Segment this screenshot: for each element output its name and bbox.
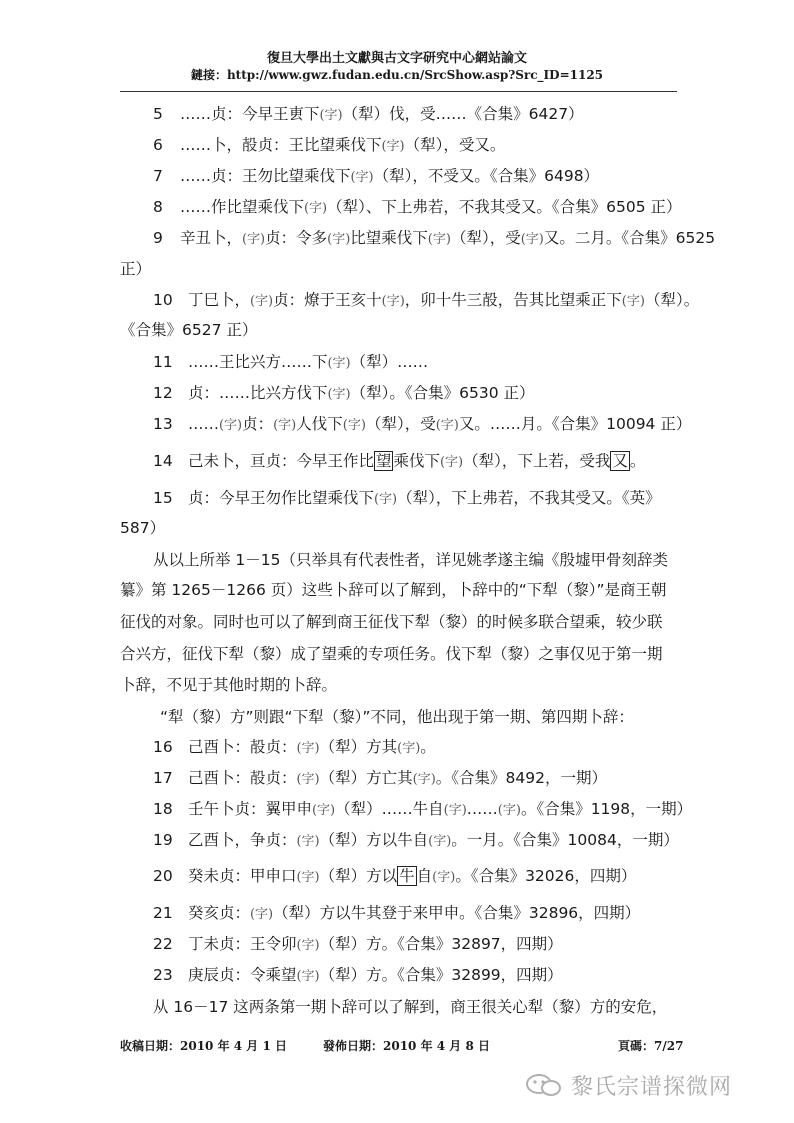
paragraph-line: 征伐的对象。同时也可以了解到商王征伐下犁（黎）的时候多联合望乘，较少联	[120, 613, 663, 631]
entry-text: （犁）方以牛其登于来甲申。《合集》32896，四期）	[273, 904, 641, 922]
oracle-glyph: (字)	[327, 387, 351, 402]
oracle-glyph: (字)	[296, 834, 320, 849]
entry-5	[153, 102, 584, 126]
entry-number: 17	[153, 769, 173, 787]
entry-number: 23	[153, 966, 173, 984]
entry-text: 己未卜，亘贞：今早王作比	[187, 452, 374, 470]
entry-text: ……贞：王勿比望乘伐下	[179, 167, 351, 185]
entry-text: （犁）方以	[319, 867, 398, 885]
entry-text: 又。二月。《合集》6525	[543, 229, 716, 247]
entry-18	[153, 797, 692, 821]
oracle-glyph: (字)	[327, 232, 351, 247]
header-link[interactable]: 鏈接：http://www.gwz.fudan.edu.cn/SrcShow.asp?Src_ID=1125	[190, 68, 604, 82]
oracle-glyph: (字)	[296, 772, 320, 787]
entry-number: 20	[153, 867, 173, 885]
entry-text: （犁）方。《合集》32899，四期）	[319, 966, 563, 984]
oracle-glyph: (字)	[412, 772, 436, 787]
oracle-glyph: (字)	[296, 870, 320, 885]
oracle-glyph: (字)	[427, 232, 451, 247]
entry-number: 7	[153, 167, 163, 185]
entry-text: 辛丑卜，	[179, 229, 242, 247]
entry-text: 自	[416, 867, 433, 885]
paragraph-line: 从以上所举 1－15（只举具有代表性者，详见姚孝遂主编《殷墟甲骨刻辞类	[153, 551, 669, 569]
entry-text: （犁）方亡其	[319, 769, 413, 787]
entry-text: 比望乘伐下	[350, 229, 428, 247]
entry-text: （犁），受又。	[404, 136, 506, 154]
oracle-glyph: (字)	[443, 803, 467, 818]
entry-number: 12	[153, 384, 173, 402]
entry-text: （犁）方。《合集》32897，四期）	[319, 935, 563, 953]
oracle-glyph: (字)	[218, 418, 243, 433]
entry-text: 丁未贞：王令卯	[187, 935, 297, 953]
entry-text: （犁），受	[450, 229, 521, 247]
entry-number: 19	[153, 831, 173, 849]
entry-text: （犁），下上若，受我	[463, 452, 611, 470]
header-divider	[120, 91, 677, 92]
entry-text: （犁），下上弗若，不我其受又。《英》	[397, 489, 661, 507]
entry-number: 8	[153, 198, 163, 216]
entry-text: （犁）……牛自	[335, 800, 444, 818]
entry-text: ……作比望乘伐下	[179, 198, 304, 216]
watermark	[525, 1068, 732, 1102]
paragraph-line: 从 16－17 这两条第一期卜辞可以了解到，商王很关心犁（黎）方的安危，	[153, 998, 668, 1016]
footer-page-number: 頁碼：7/27	[618, 1039, 684, 1053]
oracle-glyph: (字)	[311, 803, 336, 818]
entry-text: ……卜，㱿贞：王比望乘伐下	[179, 136, 382, 154]
entry-10-continued	[120, 318, 257, 342]
oracle-glyph: (字)	[381, 294, 405, 309]
oracle-glyph: (字)	[342, 418, 366, 433]
entry-10	[153, 288, 699, 312]
page-header	[0, 50, 794, 83]
entry-text: 乘伐下	[393, 452, 440, 470]
oracle-glyph: (字)	[241, 232, 266, 247]
entry-number: 13	[153, 415, 173, 433]
entry-7	[153, 164, 599, 188]
oracle-glyph: (字)	[373, 492, 398, 507]
oracle-glyph: (字)	[381, 139, 405, 154]
entry-number: 22	[153, 935, 173, 953]
entry-text: ……	[466, 800, 498, 818]
oracle-glyph: (字)	[319, 108, 343, 123]
boxed-character: 望	[375, 452, 392, 470]
entry-text: （犁）……	[350, 353, 429, 371]
entry-text: 癸未贞：甲申口	[187, 867, 297, 885]
entry-text: 。	[420, 738, 436, 756]
entry-text: 贞：燎于王亥十	[273, 291, 382, 309]
entry-number: 9	[153, 229, 163, 247]
entry-text: 丁巳卜，	[187, 291, 250, 309]
entry-text: ……王比兴方……下	[187, 353, 328, 371]
entry-15	[153, 486, 661, 510]
entry-9-continued	[120, 257, 151, 281]
wechat-icon	[525, 1073, 563, 1097]
oracle-glyph: (字)	[350, 170, 374, 185]
oracle-glyph: (字)	[497, 803, 521, 818]
entry-text: 己酉卜：㱿贞：	[187, 769, 297, 787]
boxed-character: 又	[612, 452, 628, 470]
entry-number: 11	[153, 353, 173, 371]
entry-text: （犁）、下上弗若，不我其受又。《合集》6505 正）	[327, 198, 682, 216]
oracle-glyph: (字)	[303, 201, 328, 216]
boxed-character: 牛	[399, 867, 415, 885]
entry-text: 贞：……比兴方伐下	[187, 384, 328, 402]
entry-text: 人伐下	[296, 415, 343, 433]
entry-13	[153, 412, 691, 436]
entry-number: 5	[153, 105, 163, 123]
entry-text: 。一月。《合集》10084，一期）	[451, 831, 679, 849]
entry-text: 贞：	[242, 415, 274, 433]
entry-number: 10	[153, 291, 173, 309]
entry-number: 21	[153, 904, 173, 922]
entry-text: （犁）。《合集》6530 正）	[350, 384, 535, 402]
entry-text: （犁）方以牛自	[319, 831, 429, 849]
entry-text: （犁），不受又。《合集》6498）	[373, 167, 600, 185]
entry-6	[153, 133, 505, 157]
entry-8	[153, 195, 681, 219]
entry-14	[153, 449, 645, 473]
entry-9	[153, 226, 715, 250]
entry-20	[153, 864, 636, 888]
entry-text: 《合集》6527 正）	[120, 321, 258, 339]
entry-text: 乙酉卜，争贞：	[187, 831, 297, 849]
entry-15-continued	[120, 516, 165, 540]
footer-received-date: 收稿日期：2010 年 4 月 1 日	[120, 1039, 287, 1053]
entry-text: （犁）方其	[319, 738, 398, 756]
entry-16	[153, 735, 436, 759]
entry-text: 。《合集》8492，一期）	[435, 769, 607, 787]
entry-text: ……	[187, 415, 219, 433]
paragraph-line: “犁（黎）方”则跟“下犁（黎）”不同，他出现于第一期、第四期卜辞：	[160, 708, 634, 726]
watermark-text: 黎氏宗谱探微网	[571, 1074, 733, 1100]
paragraph-line: 纂》第 1265－1266 页）这些卜辞可以了解到，卜辞中的“下犁（黎）”是商王朝	[120, 581, 667, 599]
entry-text: 己酉卜：㱿贞：	[187, 738, 297, 756]
paragraph-line: 卜辞，不见于其他时期的卜辞。	[120, 676, 338, 694]
entry-text: 贞：令多	[265, 229, 328, 247]
entry-19	[153, 828, 679, 852]
entry-text: 。《合集》1198，一期）	[520, 800, 693, 818]
entry-text: 。	[629, 452, 646, 470]
entry-text: 贞：今早王勿作比望乘伐下	[187, 489, 374, 507]
oracle-glyph: (字)	[296, 969, 320, 984]
entry-22	[153, 932, 563, 956]
header-title: 復旦大學出土文獻與古文字研究中心網站論文	[266, 51, 527, 66]
oracle-glyph: (字)	[621, 294, 645, 309]
entry-17	[153, 766, 607, 790]
entry-number: 6	[153, 136, 163, 154]
entry-12	[153, 381, 534, 405]
entry-text: （犁）伐，受……《合集》6427）	[342, 105, 584, 123]
entry-text: （犁）。	[644, 291, 700, 309]
oracle-glyph: (字)	[435, 418, 459, 433]
oracle-glyph: (字)	[432, 870, 456, 885]
oracle-glyph: (字)	[520, 232, 544, 247]
entry-number: 15	[153, 489, 173, 507]
footer-published-date: 發佈日期：2010 年 4 月 8 日	[323, 1039, 490, 1053]
entry-23	[153, 963, 563, 987]
oracle-glyph: (字)	[296, 741, 320, 756]
entry-text: （犁），受	[365, 415, 436, 433]
entry-number: 18	[153, 800, 173, 818]
oracle-glyph: (字)	[327, 356, 351, 371]
entry-text: 庚辰贞：令乘望	[187, 966, 297, 984]
entry-text: 。《合集》32026，四期）	[455, 867, 637, 885]
entry-text: 587）	[120, 519, 166, 537]
entry-text: 癸亥贞：	[187, 904, 250, 922]
entry-21	[153, 901, 640, 925]
oracle-glyph: (字)	[397, 741, 421, 756]
oracle-glyph: (字)	[273, 418, 297, 433]
oracle-glyph: (字)	[439, 455, 464, 470]
entry-number: 16	[153, 738, 173, 756]
entry-text: 正）	[120, 260, 152, 278]
paragraph-line: 合兴方，征伐下犁（黎）成了望乘的专项任务。伐下犁（黎）之事仅见于第一期	[120, 645, 663, 663]
oracle-glyph: (字)	[249, 294, 274, 309]
entry-11	[153, 350, 428, 374]
oracle-glyph: (字)	[296, 938, 320, 953]
entry-text: 又。……月。《合集》10094 正）	[458, 415, 692, 433]
entry-text: ……贞：今早王叀下	[179, 105, 320, 123]
oracle-glyph: (字)	[428, 834, 452, 849]
oracle-glyph: (字)	[249, 907, 274, 922]
entry-number: 14	[153, 452, 173, 470]
entry-text: ，卯十牛三㱿，告其比望乘正下	[404, 291, 622, 309]
entry-text: 壬午卜贞：翼甲申	[187, 800, 312, 818]
